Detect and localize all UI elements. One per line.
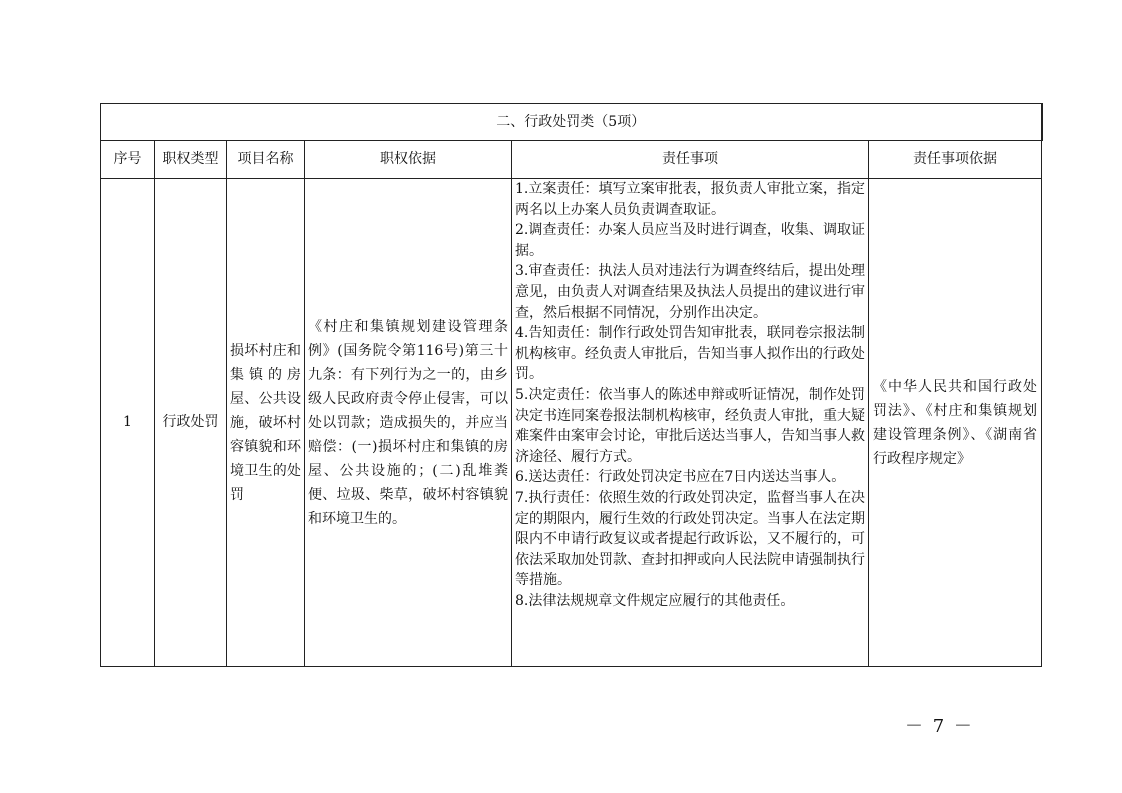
row-duty-basis: 《中华人民共和国行政处罚法》、《村庄和集镇规划建设管理条例》、《湖南省行政程序规定》 [869,179,1042,667]
row-type: 行政处罚 [155,179,227,667]
row-name: 损坏村庄和集镇的房屋、公共设施，破坏村容镇貌和环境卫生的处罚 [227,179,305,667]
header-name: 项目名称 [227,141,305,179]
duty-item: 8.法律法规规章文件规定应履行的其他责任。 [515,592,795,609]
header-duty-basis: 责任事项依据 [869,141,1042,179]
column-header-row [101,141,1042,179]
section-header-row [101,104,1042,141]
duty-item: 7.执行责任：依照生效的行政处罚决定，监督当事人在决定的期限内，履行生效的行政处罚决定。当事人在法定期限内不申请行政复议或者提起行政诉讼，又不履行的，可依法采取加处罚款、查封扣押或向人民法院申请强制执行等措施。 [515,489,865,589]
duty-item: 3.审查责任：执法人员对违法行为调查终结后，提出处理意见，由负责人对调查结果及执法人员提出的建议进行审查，然后根据不同情况，分别作出决定。 [515,263,865,321]
row-basis: 《村庄和集镇规划建设管理条例》(国务院令第116号)第三十九条：有下列行为之一的，由乡级人民政府责令停止侵害，可以处以罚款；造成损失的，并应当赔偿：(一)损坏村庄和集镇的房屋、公共设施的；(二)乱堆粪便、垃圾、柴草，破坏村容镇貌和环境卫生的。 [305,179,512,667]
duty-item: 2.调查责任：办案人员应当及时进行调查，收集、调取证据。 [515,222,865,259]
header-duties: 责任事项 [512,141,869,179]
duty-item: 6.送达责任：行政处罚决定书应在7日内送达当事人。 [515,469,846,486]
page-number: － 7 － [905,716,974,737]
table-row [101,179,1042,667]
header-type: 职权类型 [155,141,227,179]
responsibility-table [100,103,1043,667]
duty-item: 1.立案责任：填写立案审批表，报负责人审批立案，指定两名以上办案人员负责调查取证。 [515,181,865,218]
row-no: 1 [101,179,155,667]
row-duties [512,179,869,667]
duty-item: 4.告知责任：制作行政处罚告知审批表，联同卷宗报法制机构核审。经负责人审批后，告知当事人拟作出的行政处罚。 [515,325,865,383]
header-basis: 职权依据 [305,141,512,179]
header-no: 序号 [101,141,155,179]
section-title: 二、行政处罚类（5项） [101,104,1042,141]
duty-item: 5.决定责任：依当事人的陈述申辩或听证情况，制作处罚决定书连同案卷报法制机构核审，经负责人审批，重大疑难案件由案审会讨论，审批后送达当事人，告知当事人救济途径、履行方式。 [515,386,865,465]
